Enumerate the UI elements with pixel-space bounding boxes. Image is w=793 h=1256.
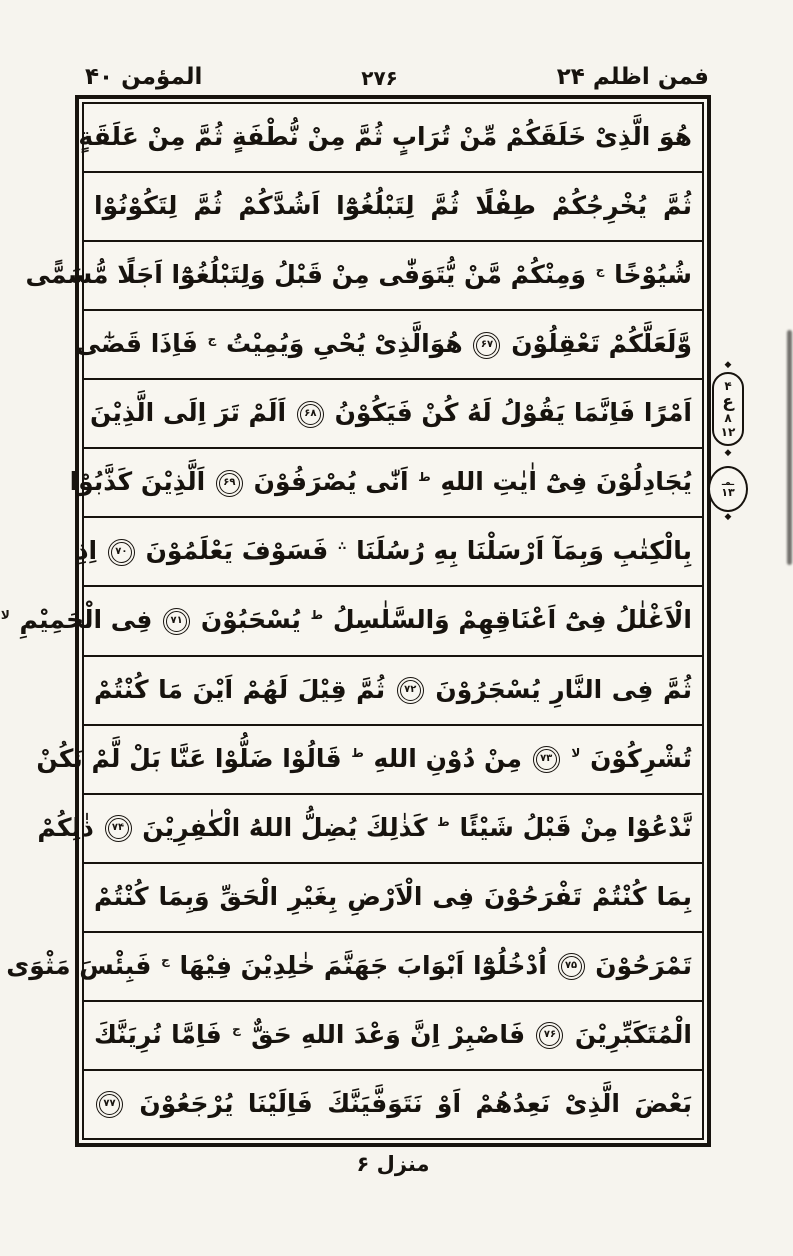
ayah-text: اَلَمْ تَرَ اِلَى الَّذِيْنَ	[89, 398, 287, 428]
ayah-end-marker: ۷۲	[397, 677, 424, 704]
ayah-end-marker: ۷۱	[163, 608, 190, 635]
ayah-text: شُيُوْخًا	[614, 260, 692, 290]
ayah-text: بَعْضَ الَّذِىْ نَعِدُهُمْ اَوْ نَتَوَفَّيَنَّكَ فَاِلَيْنَا يُرْجَعُوْنَ	[139, 1088, 692, 1118]
ruku-marker	[712, 372, 744, 446]
quran-line	[84, 657, 702, 726]
manzil-label: منزل ۶	[356, 1152, 430, 1176]
ayah-text: بِالْكِتٰبِ وَبِمَآ اَرْسَلْنَا بِهِ رُسُلَنَا	[356, 536, 692, 566]
ayah-text: اَنّٰى يُصْرَفُوْنَ	[253, 467, 409, 497]
ayah-end-marker: ۶۹	[216, 470, 243, 497]
margin-ornaments	[706, 360, 750, 522]
quran-line: شُيُوْخًا ج وَمِنْكُمْ مَّنْ يُّتَوَفّٰى مِنْ قَبْلُ وَلِتَبْلُغُوْٓا اَجَلًا مُّسَمًّى	[84, 242, 702, 311]
quran-line: وَّلَعَلَّكُمْ تَعْقِلُوْنَ ۶۷ هُوَالَّذِىْ يُحْىِ وَيُمِيْتُ ج فَاِذَا قَضٰٓى	[84, 311, 702, 380]
quran-line	[84, 173, 702, 242]
ayah-text: الْمُتَكَبِّرِيْنَ	[574, 1019, 692, 1049]
ayah-text: ثُمَّ قِيْلَ لَهُمْ اَيْنَ مَا كُنْتُمْ	[94, 674, 386, 704]
quran-line	[84, 1071, 702, 1138]
text-frame	[0, 95, 711, 1147]
ayah-end-marker: ۷۰	[108, 539, 135, 566]
ayah-text: نَّدْعُوْا مِنْ قَبْلُ شَيْئًا	[459, 812, 692, 842]
ayah-text: وَّلَعَلَّكُمْ تَعْقِلُوْنَ	[511, 329, 692, 359]
ayah-end-marker: ۶۷	[473, 332, 500, 359]
ayah-end-marker: ۶۸	[297, 401, 324, 428]
ayah-end-marker: ۷۳	[533, 746, 560, 773]
ornament-finial-icon: ◆	[724, 360, 732, 370]
ayah-end-marker: ۷۵	[558, 953, 585, 980]
ayah-text: هُوَ الَّذِىْ خَلَقَكُمْ مِّنْ تُرَابٍ ثُمَّ مِنْ نُّطْفَةٍ ثُمَّ مِنْ عَلَقَةٍ	[78, 122, 692, 151]
ayah-text: فِى الْحَمِيْمِ	[19, 605, 153, 635]
rosette-number: ۱۳	[721, 486, 735, 499]
juz-label: فمن اظلم ۲۴	[556, 63, 709, 90]
ayah-text: اُدْخُلُوْٓا اَبْوَابَ جَهَنَّمَ خٰلِدِيْنَ فِيْهَا	[179, 950, 547, 980]
ayah-end-marker: ۷۶	[536, 1022, 563, 1049]
ayah-text: اِذِ	[75, 536, 98, 566]
ayah-end-marker: ۷۴	[105, 815, 132, 842]
ayah-text: فَاِمَّا نُرِيَنَّكَ	[94, 1019, 222, 1049]
page-footer	[75, 1152, 711, 1176]
ruku-ain-icon: ع	[722, 392, 734, 412]
ayah-text: تُشْرِكُوْنَ	[590, 743, 692, 773]
ayah-text: ذٰلِكُمْ	[37, 812, 94, 842]
quran-line: الْاَغْلٰلُ فِىْٓ اَعْنَاقِهِمْ وَالسَّلٰسِلُ ط يُسْحَبُوْنَ ۷۱ فِى الْحَمِيْمِ لا	[84, 587, 702, 656]
ayah-text: اَلَّذِيْنَ كَذَّبُوْا	[69, 467, 206, 497]
scan-artifact	[787, 330, 792, 565]
ayah-text: فَاصْبِرْ اِنَّ وَعْدَ اللهِ حَقٌّ	[251, 1019, 526, 1049]
quran-line	[78, 104, 702, 173]
ornament-finial-icon: ◆	[724, 512, 732, 522]
quran-lines	[0, 102, 704, 1140]
quran-line: الْمُتَكَبِّرِيْنَ ۷۶ فَاصْبِرْ اِنَّ وَعْدَ اللهِ حَقٌّ ج فَاِمَّا نُرِيَنَّكَ	[84, 1002, 702, 1071]
ayah-text: يُجَادِلُوْنَ فِىْٓ اٰيٰتِ اللهِ	[440, 467, 692, 497]
ruku-number-bottom: ۱۲	[720, 425, 736, 439]
ruku-number-middle: ۸	[724, 411, 732, 425]
quran-line: نَّدْعُوْا مِنْ قَبْلُ شَيْئًا ط كَذٰلِكَ يُضِلُّ اللهُ الْكٰفِرِيْنَ ۷۴ ذٰلِكُمْ	[84, 795, 702, 864]
ayah-text: فَسَوْفَ يَعْلَمُوْنَ	[145, 536, 329, 566]
ayah-text: هُوَالَّذِىْ يُحْىِ وَيُمِيْتُ	[225, 329, 463, 359]
ayah-text: مِنْ دُوْنِ اللهِ	[373, 743, 522, 773]
ayah-text: قَالُوْا ضَلُّوْا عَنَّا بَلْ لَّمْ نَكُنْ	[36, 743, 342, 773]
quran-line: يُجَادِلُوْنَ فِىْٓ اٰيٰتِ اللهِ ط اَنّٰى يُصْرَفُوْنَ ۶۹ اَلَّذِيْنَ كَذَّبُوْا	[84, 449, 702, 518]
ayah-text: تَمْرَحُوْنَ	[595, 950, 692, 980]
quran-line: تُشْرِكُوْنَ لا ۷۳ مِنْ دُوْنِ اللهِ ط قَالُوْا ضَلُّوْا عَنَّا بَلْ لَّمْ نَكُنْ	[84, 726, 702, 795]
rosette-medallion	[708, 466, 748, 512]
ayah-text: فَاِذَا قَضٰٓى	[75, 329, 198, 359]
ayah-text: يُسْحَبُوْنَ	[200, 605, 301, 635]
ayah-text: كَذٰلِكَ يُضِلُّ اللهُ الْكٰفِرِيْنَ	[142, 812, 428, 842]
ayah-text: فَبِئْسَ مَثْوَى	[6, 950, 152, 980]
ayah-text: بِمَا كُنْتُمْ تَفْرَحُوْنَ فِى الْاَرْضِ بِغَيْرِ الْحَقِّ وَبِمَا كُنْتُمْ	[94, 881, 692, 911]
ornament-finial-icon: ◆	[724, 448, 732, 458]
quran-line: بِالْكِتٰبِ وَبِمَآ اَرْسَلْنَا بِهِ رُسُلَنَا ∴ فَسَوْفَ يَعْلَمُوْنَ ۷۰ اِذِ	[84, 518, 702, 587]
ayah-end-marker: ۷۷	[96, 1091, 123, 1118]
rosette-text: ـمـ	[721, 478, 735, 488]
quran-line	[84, 864, 702, 933]
page-header	[75, 48, 711, 90]
quran-line: تَمْرَحُوْنَ ۷۵ اُدْخُلُوْٓا اَبْوَابَ جَهَنَّمَ خٰلِدِيْنَ فِيْهَا ج فَبِئْسَ مَثْوَى	[84, 933, 702, 1002]
quran-line	[84, 380, 702, 449]
surah-label: المؤمن ۴۰	[85, 63, 203, 90]
page-number: ۲۷۶	[361, 66, 398, 90]
ayah-text: ثُمَّ فِى النَّارِ يُسْجَرُوْنَ	[435, 674, 692, 704]
ayah-text: اَمْرًا فَاِنَّمَا يَقُوْلُ لَهُ كُنْ فَيَكُوْنُ	[334, 398, 692, 428]
ayah-text: وَمِنْكُمْ مَّنْ يُّتَوَفّٰى مِنْ قَبْلُ وَلِتَبْلُغُوْٓا اَجَلًا مُّسَمًّى	[25, 260, 587, 290]
ruku-number-top: ۴	[724, 379, 732, 393]
ayah-text: الْاَغْلٰلُ فِىْٓ اَعْنَاقِهِمْ وَالسَّلٰسِلُ	[332, 605, 692, 635]
ayah-text: ثُمَّ يُخْرِجُكُمْ طِفْلًا ثُمَّ لِتَبْلُغُوْٓا اَشُدَّكُمْ ثُمَّ لِتَكُوْنُوْا	[94, 191, 692, 221]
